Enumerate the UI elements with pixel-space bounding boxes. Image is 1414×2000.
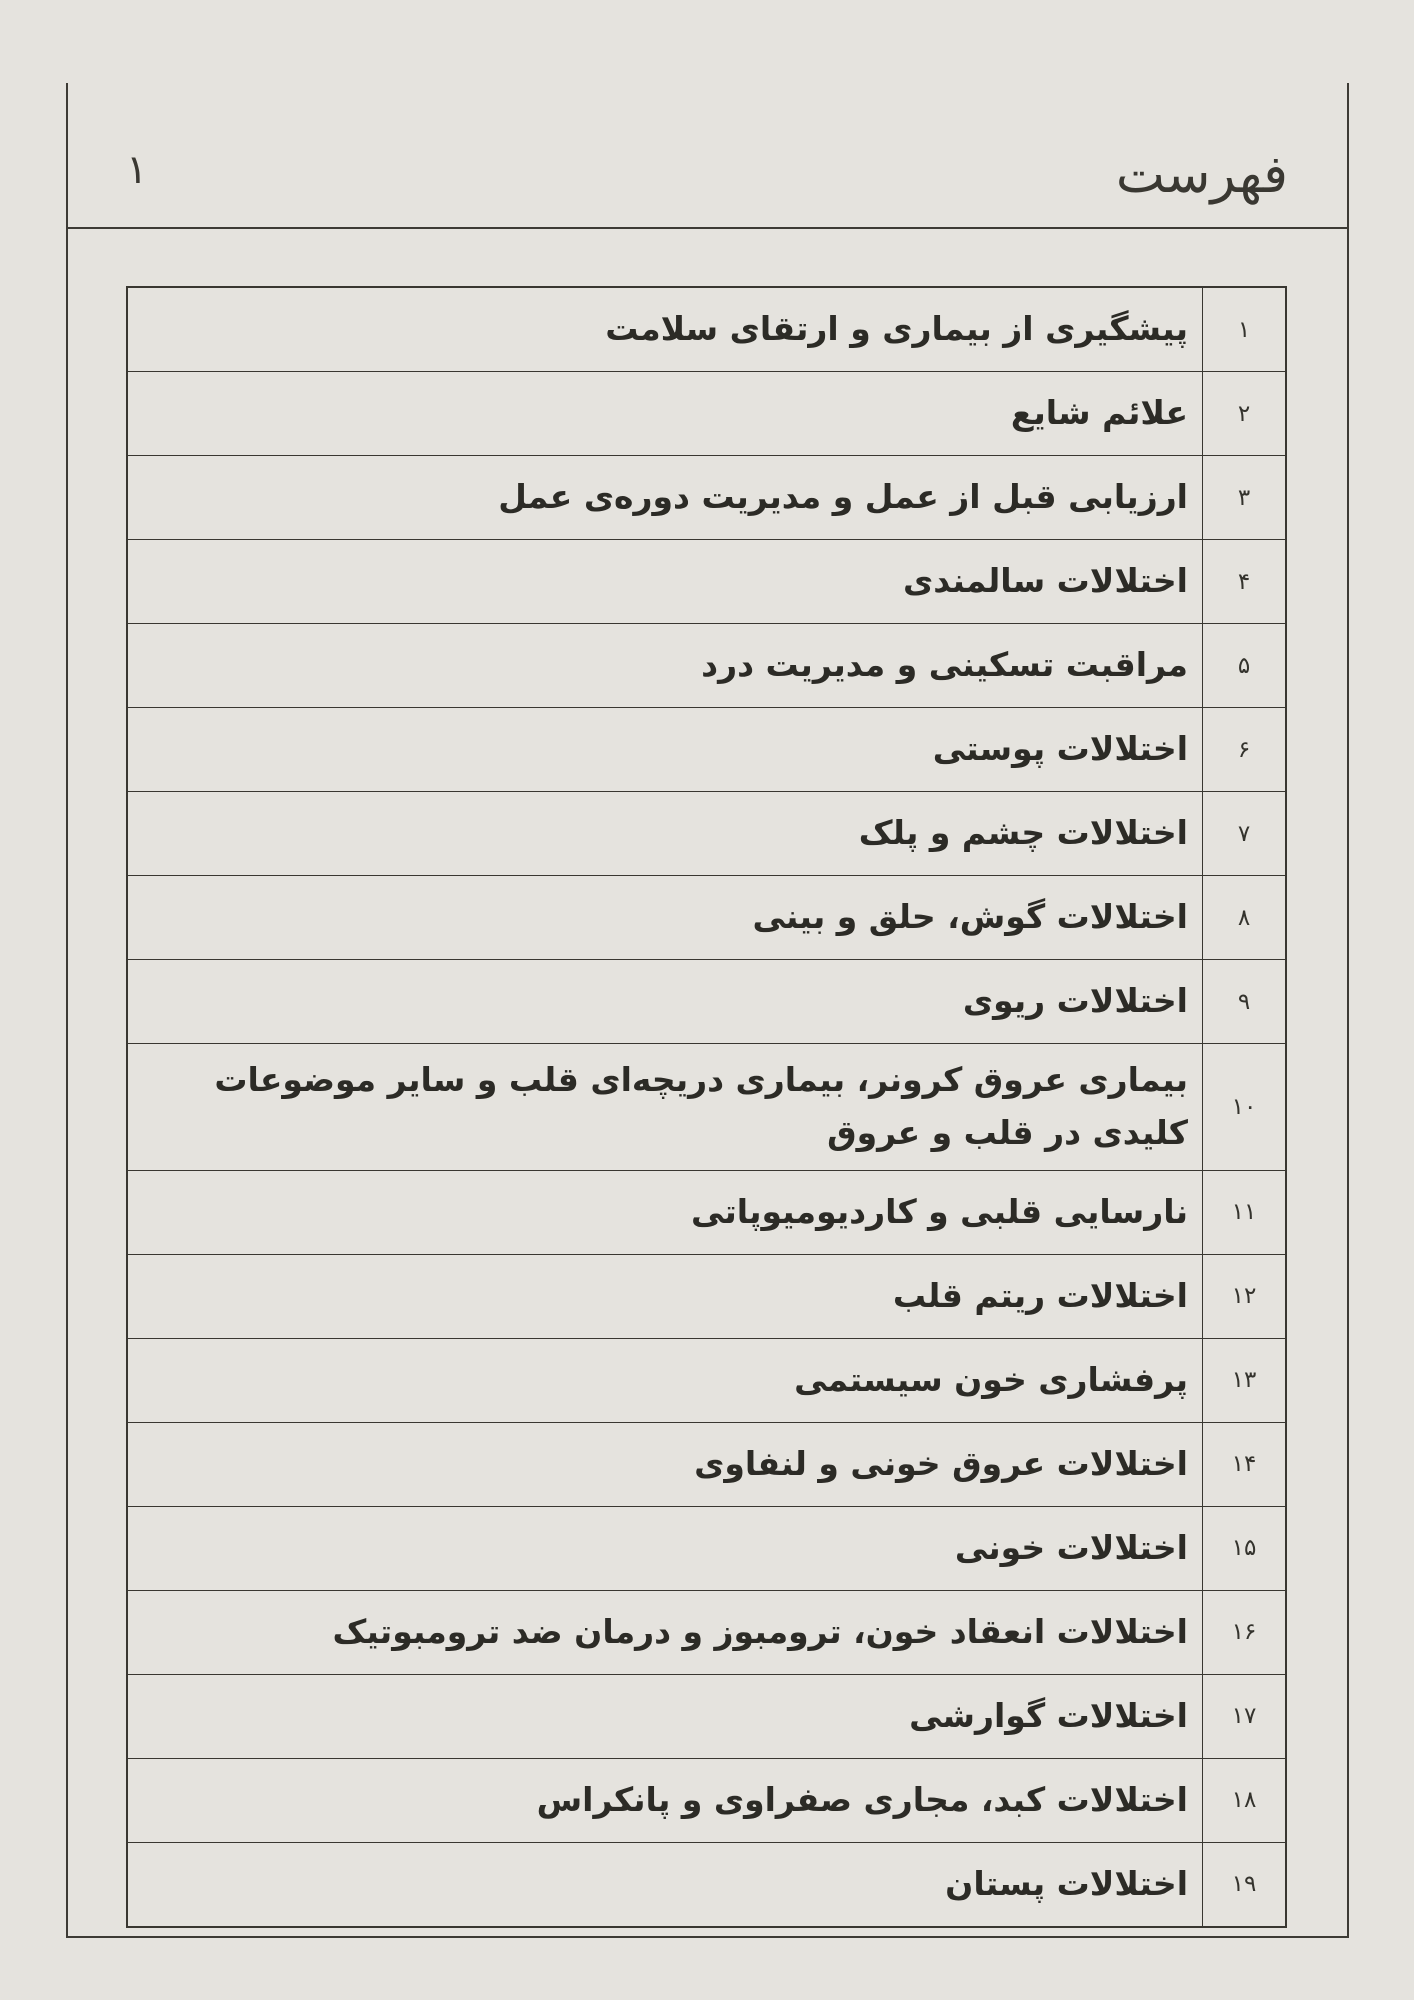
toc-row-title: علائم شایع xyxy=(1010,393,1188,433)
toc-row-number: ۱ xyxy=(1202,288,1285,371)
toc-row-title: اختلالات انعقاد خون، ترومبوز و درمان ضد ترومبوتیک xyxy=(332,1611,1188,1651)
toc-row xyxy=(128,1506,1285,1590)
toc-row-title: بیماری عروق کرونر، بیماری دریچه‌ای قلب و سایر موضوعات کلیدی در قلب و عروق xyxy=(214,1060,1188,1152)
toc-row xyxy=(128,371,1285,455)
toc-row xyxy=(128,539,1285,623)
page-title: فهرست xyxy=(1115,145,1288,205)
toc-row-title: پیشگیری از بیماری و ارتقای سلامت xyxy=(605,309,1188,349)
toc-row-title: اختلالات پستان xyxy=(945,1863,1188,1903)
toc-row-number: ۱۱ xyxy=(1202,1171,1285,1254)
toc-row-number: ۱۵ xyxy=(1202,1507,1285,1590)
toc-row-title: پرفشاری خون سیستمی xyxy=(794,1359,1188,1399)
toc-row-title: اختلالات عروق خونی و لنفاوی xyxy=(694,1443,1188,1483)
toc-row-number: ۱۹ xyxy=(1202,1843,1285,1926)
toc-row-title: مراقبت تسکینی و مدیریت درد xyxy=(701,645,1188,685)
toc-row-number: ۳ xyxy=(1202,456,1285,539)
toc-row xyxy=(128,1254,1285,1338)
page-frame-bottom xyxy=(66,1936,1349,1938)
toc-row-number: ۵ xyxy=(1202,624,1285,707)
toc-row xyxy=(128,1422,1285,1506)
toc-row-number: ۷ xyxy=(1202,792,1285,875)
toc-row xyxy=(128,1170,1285,1254)
toc-row xyxy=(128,1590,1285,1674)
toc-row xyxy=(128,1338,1285,1422)
page-number: ۱ xyxy=(126,147,148,193)
toc-row-number: ۱۷ xyxy=(1202,1675,1285,1758)
toc-row-title: اختلالات کبد، مجاری صفراوی و پانکراس xyxy=(536,1779,1188,1819)
toc-row-number: ۱۴ xyxy=(1202,1423,1285,1506)
toc-row-title: اختلالات ریتم قلب xyxy=(892,1275,1188,1315)
page-frame-left xyxy=(66,83,68,1938)
toc-row-title: نارسایی قلبی و کاردیومیوپاتی xyxy=(690,1191,1188,1231)
toc-row-title: اختلالات ریوی xyxy=(962,981,1188,1021)
toc-table xyxy=(126,286,1287,1928)
toc-row-number: ۱۰ xyxy=(1202,1044,1285,1170)
toc-row-title: اختلالات چشم و پلک xyxy=(858,813,1188,853)
toc-row xyxy=(128,1043,1285,1170)
toc-row-number: ۱۳ xyxy=(1202,1339,1285,1422)
toc-row xyxy=(128,455,1285,539)
toc-row xyxy=(128,1674,1285,1758)
toc-row xyxy=(128,959,1285,1043)
toc-row xyxy=(128,288,1285,371)
toc-row-number: ۱۲ xyxy=(1202,1255,1285,1338)
toc-row-number: ۹ xyxy=(1202,960,1285,1043)
toc-row-title: اختلالات گوارشی xyxy=(909,1695,1188,1735)
header-rule xyxy=(66,227,1349,229)
toc-row-number: ۱۸ xyxy=(1202,1759,1285,1842)
toc-row-number: ۱۶ xyxy=(1202,1591,1285,1674)
toc-row xyxy=(128,875,1285,959)
toc-row-number: ۲ xyxy=(1202,372,1285,455)
toc-row xyxy=(128,623,1285,707)
toc-row-number: ۸ xyxy=(1202,876,1285,959)
toc-row-title: اختلالات گوش، حلق و بینی xyxy=(752,897,1188,937)
toc-row-title: اختلالات سالمندی xyxy=(903,561,1188,601)
toc-row xyxy=(128,707,1285,791)
toc-row-title: ارزیابی قبل از عمل و مدیریت دوره‌ی عمل xyxy=(498,477,1188,517)
toc-row-number: ۶ xyxy=(1202,708,1285,791)
toc-row-title: اختلالات خونی xyxy=(954,1527,1188,1567)
toc-row-number: ۴ xyxy=(1202,540,1285,623)
toc-row xyxy=(128,1842,1285,1926)
page-frame-right xyxy=(1347,83,1349,1938)
toc-row xyxy=(128,1758,1285,1842)
toc-row xyxy=(128,791,1285,875)
toc-row-title: اختلالات پوستی xyxy=(932,729,1188,769)
